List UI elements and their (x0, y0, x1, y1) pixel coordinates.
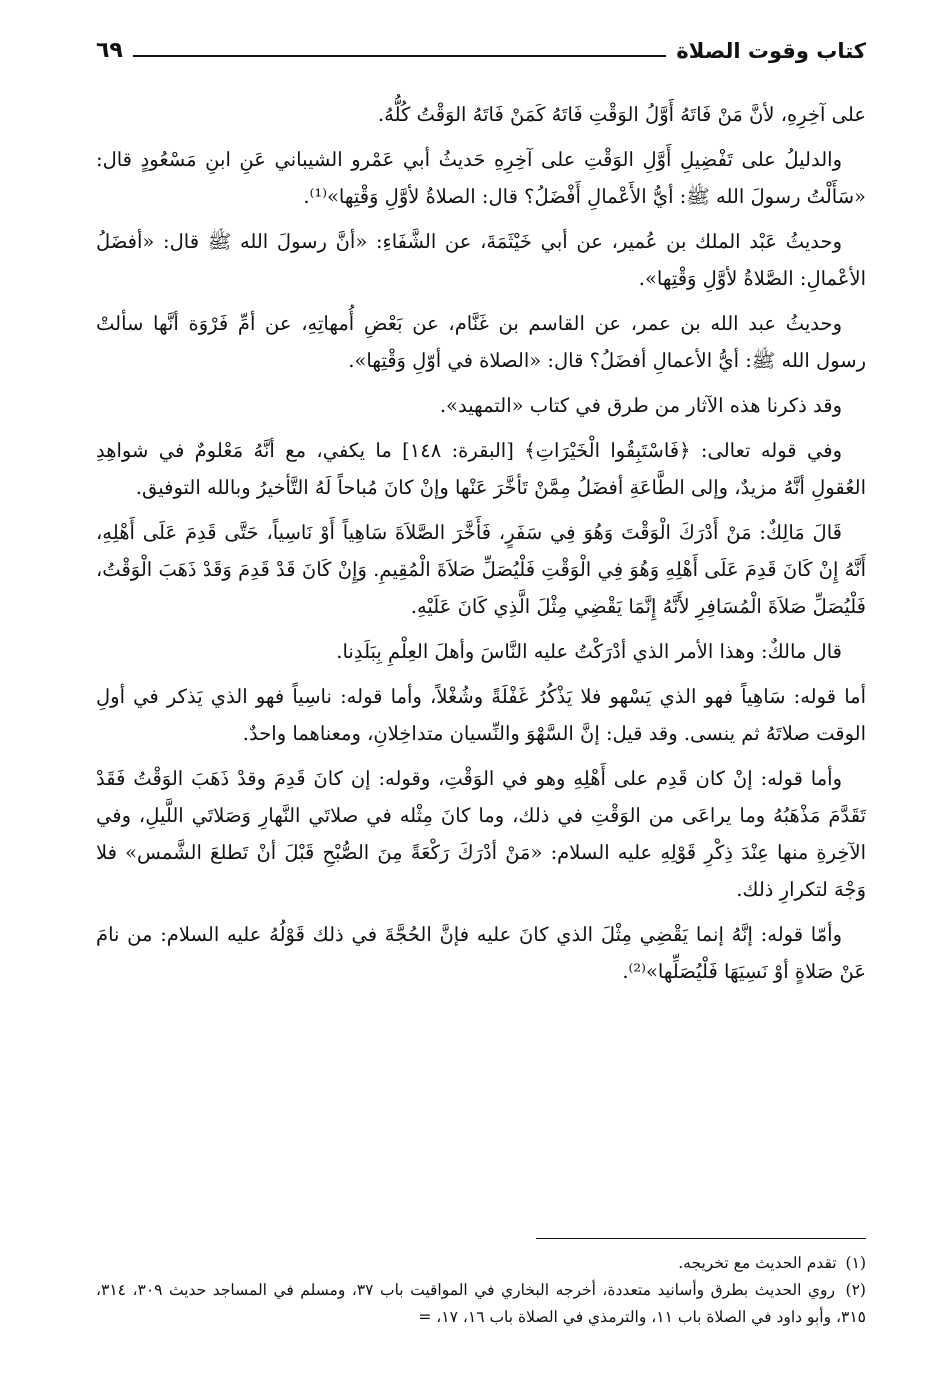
paragraph: وفي قوله تعالى: ﴿فَاسْتَبِقُوا الْخَيْرَاتِ﴾ [البقرة: ١٤٨] ما يكفي، مع أنَّهُ مَعْلومٌ في شواهِدِ العُقولِ أنَّهُ مزيدٌ، وإلى الطَّاعَةِ أفضَلُ مِمَّنْ تَأخَّرَ عَنْها وإنْ كانَ مُباحاً لَهُ التَّأخيرُ وبالله التوفيق. (96, 439, 866, 499)
paragraph: وأما قوله: إنْ كان قَدِم على أَهْلِهِ وهو في الوَقْتِ، وقوله: إن كانَ قَدِمَ وقدْ ذَهَبَ الوَقْتُ فَقَدْ تَقَدَّمَ مَذْهَبُهُ وما يراعَى من الوَقْتِ في ذلك، وما كانَ مِثْله في صلاتَي النَّهارِ وَصَلاتَي اللَّيلِ، وفي الآخِرةِ منها عِنْدَ ذِكْرِ قَوْلِهِ عليه السلام: «مَنْ أدْرَكَ رَكْعَةً مِنَ الصُّبْحِ قَبْلَ أنْ تَطلعَ الشَّمس» فلا وَجْهَ لتكرارِ ذلك. (96, 767, 866, 901)
page-header (96, 26, 866, 66)
footnote (96, 1277, 866, 1331)
main-text (96, 96, 866, 998)
paragraph: قال مالكٌ: وهذا الأمر الذي أدْرَكْتُ عليه النَّاسَ وأهلَ العِلْمِ بِبَلَدِنا. (336, 640, 842, 663)
page-number: ٦٩ (96, 38, 123, 63)
paragraph: والدليلُ على تَفْضِيلِ أَوَّلِ الوَقْتِ على آخِرِهِ حَديثُ أبي عَمْرو الشيباني عَنِ ابنِ مَسْعُودٍ قال: «سَأَلْتُ رسولَ الله ﷺ: أيُّ الأَعْمالِ أَفْضَلُ؟ قال: الصلاةُ لأوَّلِ وَقْتِها»⁽¹⁾. (96, 148, 866, 208)
footnote-divider (536, 1238, 866, 1239)
footnote (96, 1250, 866, 1277)
paragraph: وحديثُ عَبْد الملك بن عُمير، عن أبي خَيْثَمَةَ، عن الشَّفَاءِ: «أنَّ رسولَ الله ﷺ قال: «أفضَلُ الأعْمالِ: الصَّلاةُ لأوَّلِ وَقْتِها». (96, 230, 866, 290)
footnote-number: (٢) (845, 1281, 866, 1299)
header-rule (133, 55, 667, 57)
paragraph: وقد ذكرنا هذه الآثار من طرق في كتاب «التمهيد». (439, 394, 842, 417)
paragraph: أما قوله: سَاهِياً فهو الذي يَسْهو فلا يَذْكُرُ غَفْلَةً وشُغْلاً، وأما قوله: ناسِياً فهو الذي يَذكر في أولِ الوقت صلاتَهُ ثم ينسى. وقد قيل: إنَّ السَّهْوَ والنِّسيان متداخِلانِ، ومعناهما واحدٌ. (96, 685, 866, 745)
paragraph: على آخِرِهِ، لأنَّ مَنْ فَاتَهُ أَوَّلُ الوَقْتِ فَاتَهُ كَمَنْ فَاتَهُ الوَقْتُ كُلُّهُ. (377, 103, 866, 126)
chapter-title: كتاب وقوت الصلاة (676, 39, 866, 63)
footnotes (96, 1250, 866, 1331)
paragraph: وأمّا قوله: إنَّهُ إنما يَقْضِي مِثْلَ الذي كانَ عليه فإنَّ الحُجَّةَ في ذلك قَوْلُهُ عليه السلام: من نامَ عَنْ صَلاةٍ أوْ نَسِيَهَا فَلْيُصَلِّها»⁽²⁾. (96, 923, 866, 983)
footnote-text: روي الحديث بطرق وأسانيد متعددة، أخرجه البخاري في المواقيت باب ٣٧، ومسلم في المساجد حديث ٣٠٩، ٣١٤، ٣١٥، وأبو داود في الصلاة باب ١١، والترمذي في الصلاة باب ١٦، ١٧، = (96, 1281, 866, 1326)
footnote-text: تقدم الحديث مع تخريجه. (678, 1254, 837, 1272)
footnote-number: (١) (845, 1254, 866, 1272)
paragraph: وحديثُ عبد الله بن عمر، عن القاسم بن غَنَّام، عن بَعْضِ أُمهاتِهِ، عن أمِّ فَرْوَة أنَّها سألتْ رسول الله ﷺ: أيُّ الأعمالِ أفضَلُ؟ قال: «الصلاة في أوّلِ وَقْتِها». (96, 312, 866, 372)
paragraph: قَالَ مَالِكٌ: مَنْ أَدْرَكَ الْوَقْتَ وَهُوَ فِي سَفَرٍ، فَأَخَّرَ الصَّلاَةَ سَاهِياً أَوْ نَاسِياً، حَتَّى قَدِمَ عَلَى أَهْلِهِ، أَنَّهُ إِنْ كَانَ قَدِمَ عَلَى أَهْلِهِ وَهُوَ فِي الْوَقْتِ فَلْيُصَلِّ صَلاَةَ الْمُقِيمِ. وَإِنْ كَانَ قَدْ قَدِمَ وَقَدْ ذَهَبَ الْوَقْتُ، فَلْيُصَلِّ صَلاَةَ الْمُسَافِرِ لأَنَّهُ إِنَّمَا يَقْضِي مِثْلَ الَّذِي كَانَ عَلَيْهِ. (96, 521, 866, 618)
